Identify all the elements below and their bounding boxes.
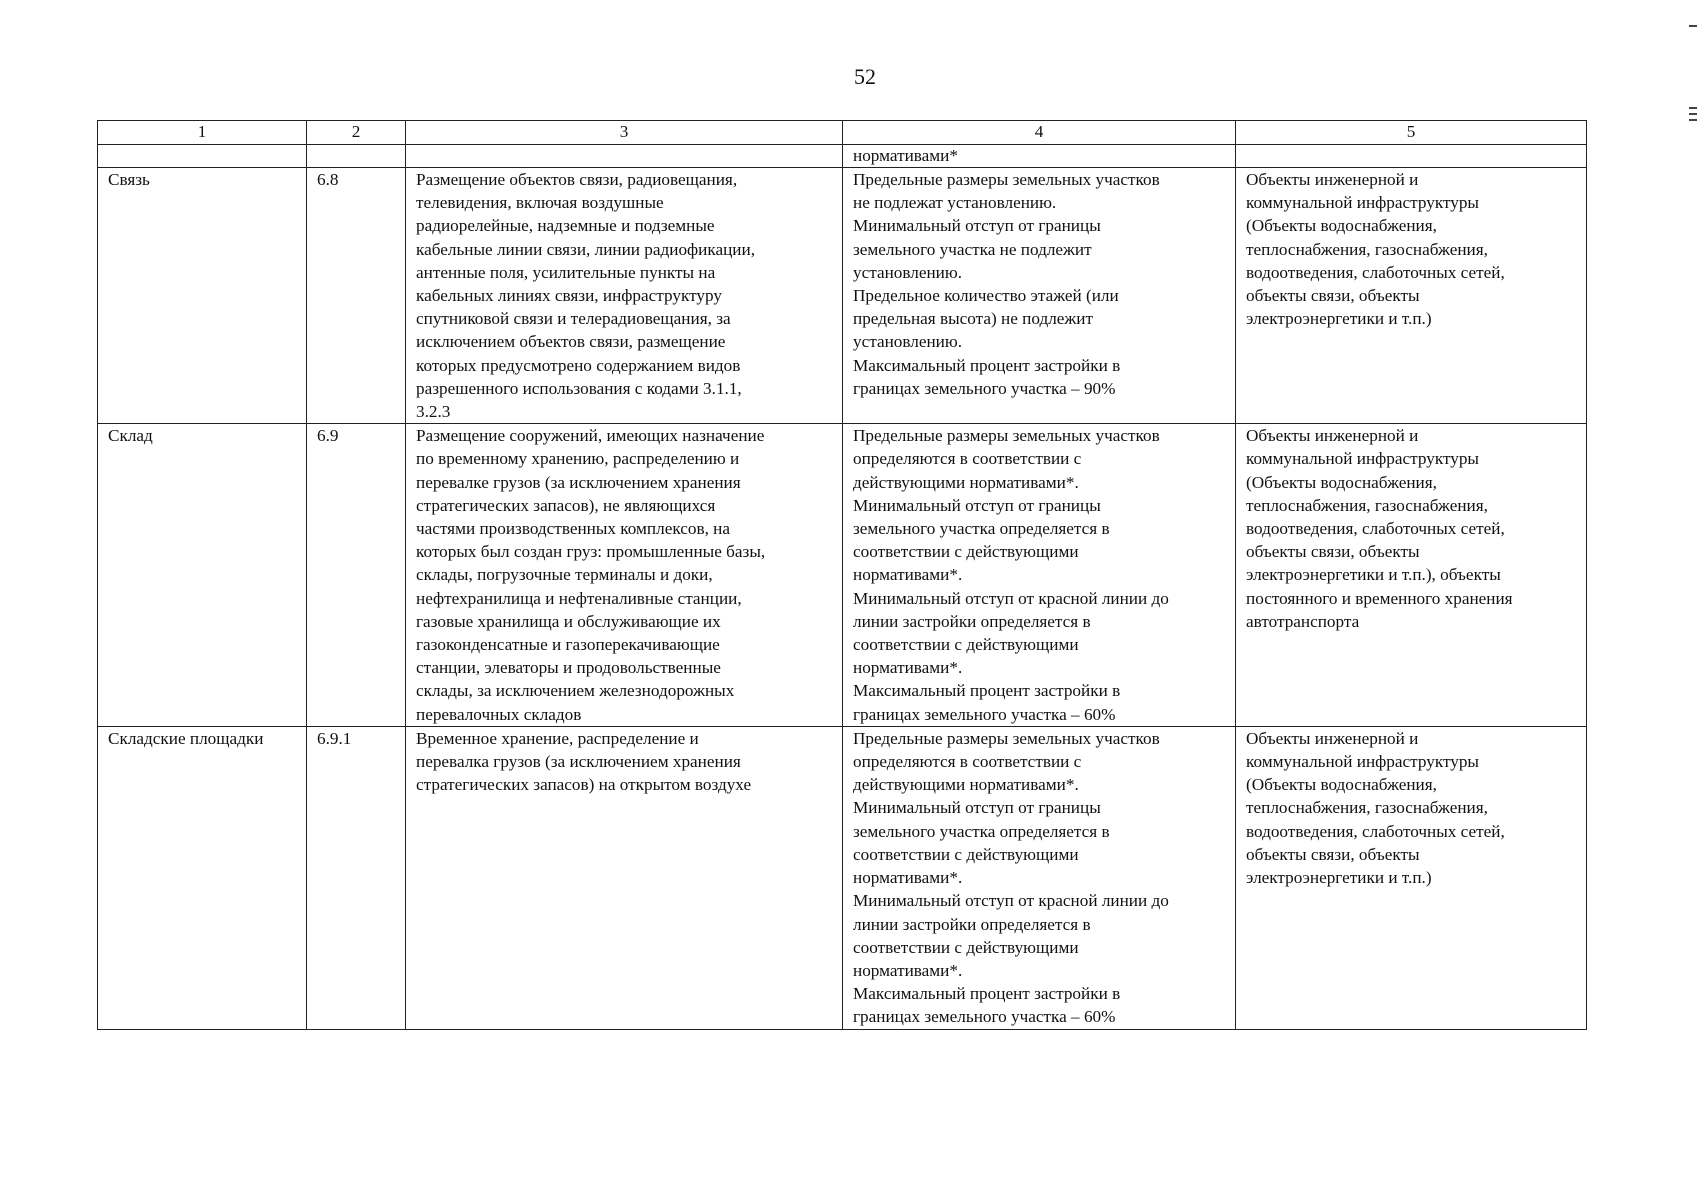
table-row bbox=[98, 726, 1587, 1029]
auxiliary-uses-cell: Объекты инженерной и коммунальной инфраструктуры (Объекты водоснабжения, теплоснабжения, газоснабжения, водоотведения, слаботочных сетей, объекты связи, объекты электроэнергетики и т.п.) bbox=[1236, 726, 1587, 1029]
table-row bbox=[98, 168, 1587, 424]
continuation-cell bbox=[98, 145, 307, 168]
continuation-cell bbox=[307, 145, 406, 168]
header-cell: 1 bbox=[98, 121, 307, 145]
continuation-cell: нормативами* bbox=[843, 145, 1236, 168]
header-cell: 4 bbox=[843, 121, 1236, 145]
header-row bbox=[98, 121, 1587, 145]
use-name-cell: Связь bbox=[98, 168, 307, 424]
auxiliary-uses-cell: Объекты инженерной и коммунальной инфраструктуры (Объекты водоснабжения, теплоснабжения, газоснабжения, водоотведения, слаботочных сетей, объекты связи, объекты электроэнергетики и т.п.), объекты постоянного и временного хранения автотранспорта bbox=[1236, 424, 1587, 727]
scan-edge-mark bbox=[1689, 119, 1697, 121]
header-cell: 3 bbox=[406, 121, 843, 145]
parameters-cell: Предельные размеры земельных участков определяются в соответствии с действующими нормативами*. Минимальный отступ от границы земельного участка определяется в соответствии с действующими нормативами*. Минимальный отступ от красной линии до линии застройки определяется в соответствии с действующими нормативами*. Максимальный процент застройки в границах земельного участка – 60% bbox=[843, 726, 1236, 1029]
continuation-cell bbox=[406, 145, 843, 168]
use-description-cell: Размещение сооружений, имеющих назначение по временному хранению, распределению и перевалке грузов (за исключением хранения стратегических запасов), не являющихся частями производственных комплексов, на которых был создан груз: промышленные базы, склады, погрузочные терминалы и доки, нефтехранилища и нефтеналивные станции, газовые хранилища и обслуживающие их газоконденсатные и газоперекачивающие станции, элеваторы и продовольственные склады, за исключением железнодорожных перевалочных складов bbox=[406, 424, 843, 727]
page-number: 52 bbox=[854, 64, 876, 89]
parameters-cell: Предельные размеры земельных участков определяются в соответствии с действующими нормативами*. Минимальный отступ от границы земельного участка определяется в соответствии с действующими нормативами*. Минимальный отступ от красной линии до линии застройки определяется в соответствии с действующими нормативами*. Максимальный процент застройки в границах земельного участка – 60% bbox=[843, 424, 1236, 727]
continuation-row bbox=[98, 145, 1587, 168]
use-code-cell: 6.9.1 bbox=[307, 726, 406, 1029]
use-code-cell: 6.8 bbox=[307, 168, 406, 424]
auxiliary-uses-cell: Объекты инженерной и коммунальной инфраструктуры (Объекты водоснабжения, теплоснабжения, газоснабжения, водоотведения, слаботочных сетей, объекты связи, объекты электроэнергетики и т.п.) bbox=[1236, 168, 1587, 424]
scan-edge-mark bbox=[1689, 113, 1697, 115]
header-cell: 5 bbox=[1236, 121, 1587, 145]
scan-edge-mark bbox=[1689, 25, 1697, 27]
header-cell: 2 bbox=[307, 121, 406, 145]
table-row bbox=[98, 424, 1587, 727]
use-description-cell: Размещение объектов связи, радиовещания, телевидения, включая воздушные радиорелейные, надземные и подземные кабельные линии связи, линии радиофикации, антенные поля, усилительные пункты на кабельных линиях связи, инфраструктуру спутниковой связи и телерадиовещания, за исключением объектов связи, размещение которых предусмотрено содержанием видов разрешенного использования с кодами 3.1.1, 3.2.3 bbox=[406, 168, 843, 424]
use-code-cell: 6.9 bbox=[307, 424, 406, 727]
use-name-cell: Склад bbox=[98, 424, 307, 727]
use-description-cell: Временное хранение, распределение и перевалка грузов (за исключением хранения стратегических запасов) на открытом воздухе bbox=[406, 726, 843, 1029]
scan-edge-mark bbox=[1689, 107, 1697, 109]
continuation-cell bbox=[1236, 145, 1587, 168]
use-name-cell: Складские площадки bbox=[98, 726, 307, 1029]
land-use-table bbox=[97, 120, 1587, 1030]
parameters-cell: Предельные размеры земельных участков не подлежат установлению. Минимальный отступ от границы земельного участка не подлежит установлению. Предельное количество этажей (или предельная высота) не подлежит установлению. Максимальный процент застройки в границах земельного участка – 90% bbox=[843, 168, 1236, 424]
